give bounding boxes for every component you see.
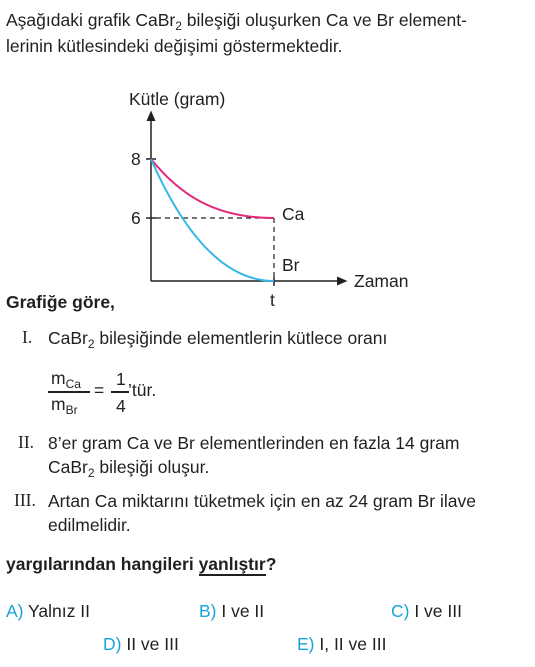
option-e[interactable]: E) I, II ve III — [297, 634, 387, 654]
option-e-letter: E) — [297, 634, 315, 654]
option-a-letter: A) — [6, 601, 24, 621]
option-b[interactable]: B) I ve II — [199, 601, 265, 621]
underlined-word: yanlıştır — [198, 554, 266, 574]
intro-line-2: lerinin kütlesindeki değişimi göstermektedir. — [6, 36, 343, 56]
option-d[interactable]: D) II ve III — [103, 634, 179, 654]
ratio-value-numerator: 1 — [116, 369, 126, 389]
ratio-value-denominator: 4 — [116, 396, 126, 416]
option-c[interactable]: C) I ve III — [391, 601, 462, 621]
ratio-equals: = — [94, 380, 105, 400]
statement-2-text: 8’er gram Ca ve Br elementlerinden en fazla 14 gram CaBr$_2$ bileşiği oluşur. — [48, 433, 460, 480]
according-to-graph: Grafiğe göre, — [6, 292, 115, 312]
ratio-value-line — [111, 391, 129, 393]
y-axis-label: Kütle (gram) — [129, 89, 226, 109]
x-axis-label: Zaman — [354, 271, 409, 291]
question-prompt: yargılarından hangileri yanlıştır? — [6, 554, 277, 574]
y-tick-label-6: 6 — [131, 208, 141, 228]
series-ca-curve — [151, 159, 274, 218]
ratio-fraction-line — [48, 391, 90, 393]
series-label-br: Br — [282, 255, 300, 275]
ratio-suffix: ’tür. — [128, 380, 157, 400]
statement-3-text: Artan Ca miktarını tüketmek için en az 24 gram Br ilave edilmelidir. — [48, 491, 476, 535]
series-label-ca: Ca — [282, 204, 305, 224]
option-b-letter: B) — [199, 601, 217, 621]
mass-time-chart — [0, 80, 535, 320]
series-br-curve — [151, 159, 274, 281]
ratio-denominator: $m_{Br}$ — [51, 394, 78, 417]
option-c-letter: C) — [391, 601, 410, 621]
roman-numeral-1: I. — [22, 327, 33, 347]
option-a[interactable]: A) Yalnız II — [6, 601, 90, 621]
option-d-letter: D) — [103, 634, 122, 654]
question-intro — [6, 8, 531, 58]
ratio-numerator: $m_{Ca}$ — [51, 368, 81, 391]
x-tick-label-t: t — [270, 290, 275, 310]
roman-numeral-2: II. — [18, 432, 35, 452]
roman-numeral-3: III. — [14, 490, 36, 510]
y-tick-label-8: 8 — [131, 149, 141, 169]
statement-1-text: CaBr$_2$ bileşiğinde elementlerin kütlece oranı — [48, 328, 388, 351]
intro-line-1: Aşağıdaki grafik CaBr$_2$ bileşiği oluşurken Ca ve Br element- — [6, 10, 467, 33]
